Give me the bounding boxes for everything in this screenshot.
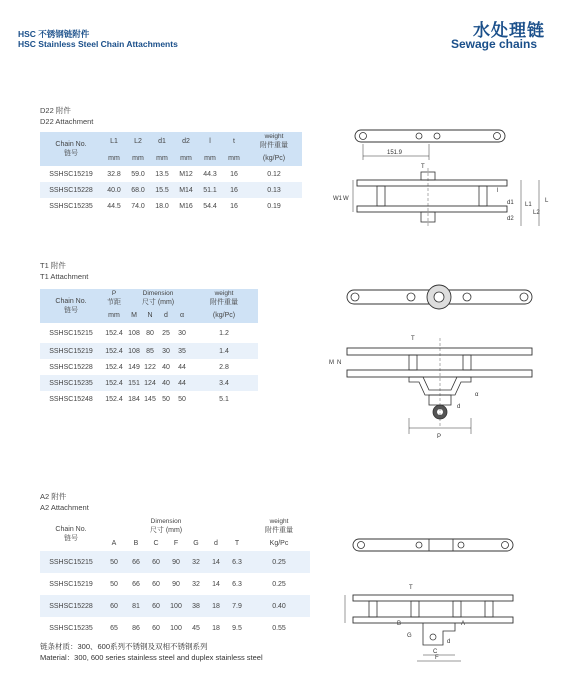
table-row: SSHSC15235 65 86 60 100 45 18 9.5 0.55 — [49, 624, 286, 632]
table-row: SSHSC15248 152.4 184 145 50 50 5.1 — [49, 395, 229, 403]
svg-text:W: W — [343, 196, 349, 202]
table-row: SSHSC15219 32.8 59.0 13.5 M12 44.3 16 0.12 — [49, 170, 281, 178]
a2-section-label: A2 附件 A2 Attachment — [40, 492, 89, 512]
d22-col-d2: d2 — [174, 132, 198, 150]
t1-chain-header: Chain No. 链号 — [40, 289, 102, 323]
svg-text:N: N — [337, 360, 342, 366]
a2-dimension-header: Dimension 尺寸 (mm) — [149, 518, 183, 534]
svg-text:d1: d1 — [507, 200, 514, 206]
svg-text:C: C — [433, 649, 438, 655]
d22-col-t: t — [222, 132, 246, 150]
svg-text:L1: L1 — [525, 202, 532, 208]
table-row: SSHSC15228 40.0 68.0 15.5 M14 51.1 16 0.13 — [40, 182, 302, 198]
svg-text:α: α — [475, 392, 479, 398]
d22-chain-header: Chain No. 链号 — [40, 132, 102, 166]
a2-spec-table: Chain No. 链号 Dimension 尺寸 (mm) weight 附件重量 A B C F G d T Kg/Pc SSHSC15215 50 66 60 90 32 14 6.3 0.25 SSHSC15219 50 66 60 90 32 14 6.3 0.25 SSHSC15228 60 81 60 100 38 18 7.9 0.40 SSHSC15235 65 86 60 100 45 18 9.5 0.55 — [40, 517, 310, 639]
d22-col-d1: d1 — [150, 132, 174, 150]
brand-title-en: Sewage chains — [450, 37, 537, 51]
t1-spec-table: Chain No. 链号 P 节距 Dimension 尺寸 (mm) weight 附件重量 mm M N d α (kg/Pc) SSHSC15215 152.4 108 80 25 30 1.2 SSHSC15219 152.4 108 85 30 35 1.4 SSHSC15228 152.4 149 122 40 44 2.8 SSHSC15235 152.4 151 124 40 44 3.4 SSHSC15248 152.4 184 145 50 50 5.1 — [40, 289, 258, 407]
a2-attachment-drawing — [325, 525, 555, 665]
brand-title-cn: 水处理链 — [473, 21, 545, 40]
table-row: SSHSC15215 50 66 60 90 32 14 6.3 0.25 — [40, 551, 310, 573]
d22-col-l2: L2 — [126, 132, 150, 150]
svg-text:d: d — [457, 404, 461, 410]
svg-text:A: A — [461, 621, 466, 627]
d22-spec-table — [40, 132, 302, 214]
table-row: SSHSC15228 152.4 149 122 40 44 2.8 — [49, 363, 229, 371]
table-row: SSHSC15235 152.4 151 124 40 44 3.4 — [40, 375, 258, 391]
header-title-en: HSC Stainless Steel Chain Attachments — [18, 39, 178, 49]
t1-weight-header: weight 附件重量 — [190, 289, 258, 307]
svg-text:T: T — [411, 336, 415, 342]
table-row: SSHSC15235 44.5 74.0 18.0 M16 54.4 16 0.19 — [49, 202, 281, 210]
table-row: SSHSC15219 152.4 108 85 30 35 1.4 — [40, 343, 258, 359]
d22-unit-row: mm mm mm mm mm mm (kg/Pc) — [40, 150, 302, 166]
svg-text:L2: L2 — [533, 210, 540, 216]
d22-attachment-drawing — [325, 122, 555, 242]
a2-chain-header: Chain No. 链号 — [55, 526, 87, 542]
svg-text:G: G — [407, 633, 412, 639]
svg-text:F: F — [435, 655, 439, 661]
svg-text:l: l — [497, 188, 499, 194]
svg-text:B: B — [397, 621, 402, 627]
t1-section-label: T1 附件 T1 Attachment — [40, 261, 89, 281]
d22-label-en: D22 Attachment — [40, 117, 94, 126]
svg-text:d2: d2 — [507, 216, 514, 222]
svg-text:T: T — [421, 164, 425, 170]
d22-header-row — [40, 132, 302, 150]
t1-pitch-header: P 节距 — [102, 289, 126, 307]
svg-text:T: T — [409, 585, 413, 591]
table-row: SSHSC15228 60 81 60 100 38 18 7.9 0.40 — [40, 595, 310, 617]
svg-text:L: L — [545, 198, 549, 204]
d22-weight-header: weight 附件重量 — [246, 132, 302, 150]
t1-attachment-drawing — [325, 278, 555, 448]
header-title-cn: HSC 不锈钢链附件 — [18, 29, 90, 39]
a2-weight-header: weight 附件重量 — [265, 518, 293, 534]
d22-label-cn: D22 附件 — [40, 106, 71, 115]
material-note-cn: 链条材质：300、600系列不锈钢及双相不锈钢系列 — [40, 642, 208, 651]
t1-dimension-header: Dimension 尺寸 (mm) — [126, 289, 190, 307]
material-note-en: Material：300, 600 series stainless steel and duplex stainless steel — [40, 653, 263, 662]
material-note — [40, 641, 263, 663]
svg-text:M: M — [329, 360, 334, 366]
svg-text:W1: W1 — [333, 196, 342, 202]
svg-text:d: d — [447, 639, 451, 645]
table-row: SSHSC15219 50 66 60 90 32 14 6.3 0.25 — [49, 580, 286, 588]
d22-section-label — [40, 105, 93, 127]
d22-col-l1: L1 — [102, 132, 126, 150]
table-row: SSHSC15215 152.4 108 80 25 30 1.2 — [49, 329, 229, 337]
d22-dim-151-9: 151.9 — [387, 150, 403, 156]
svg-text:P: P — [437, 434, 442, 440]
d22-col-l: l — [198, 132, 222, 150]
